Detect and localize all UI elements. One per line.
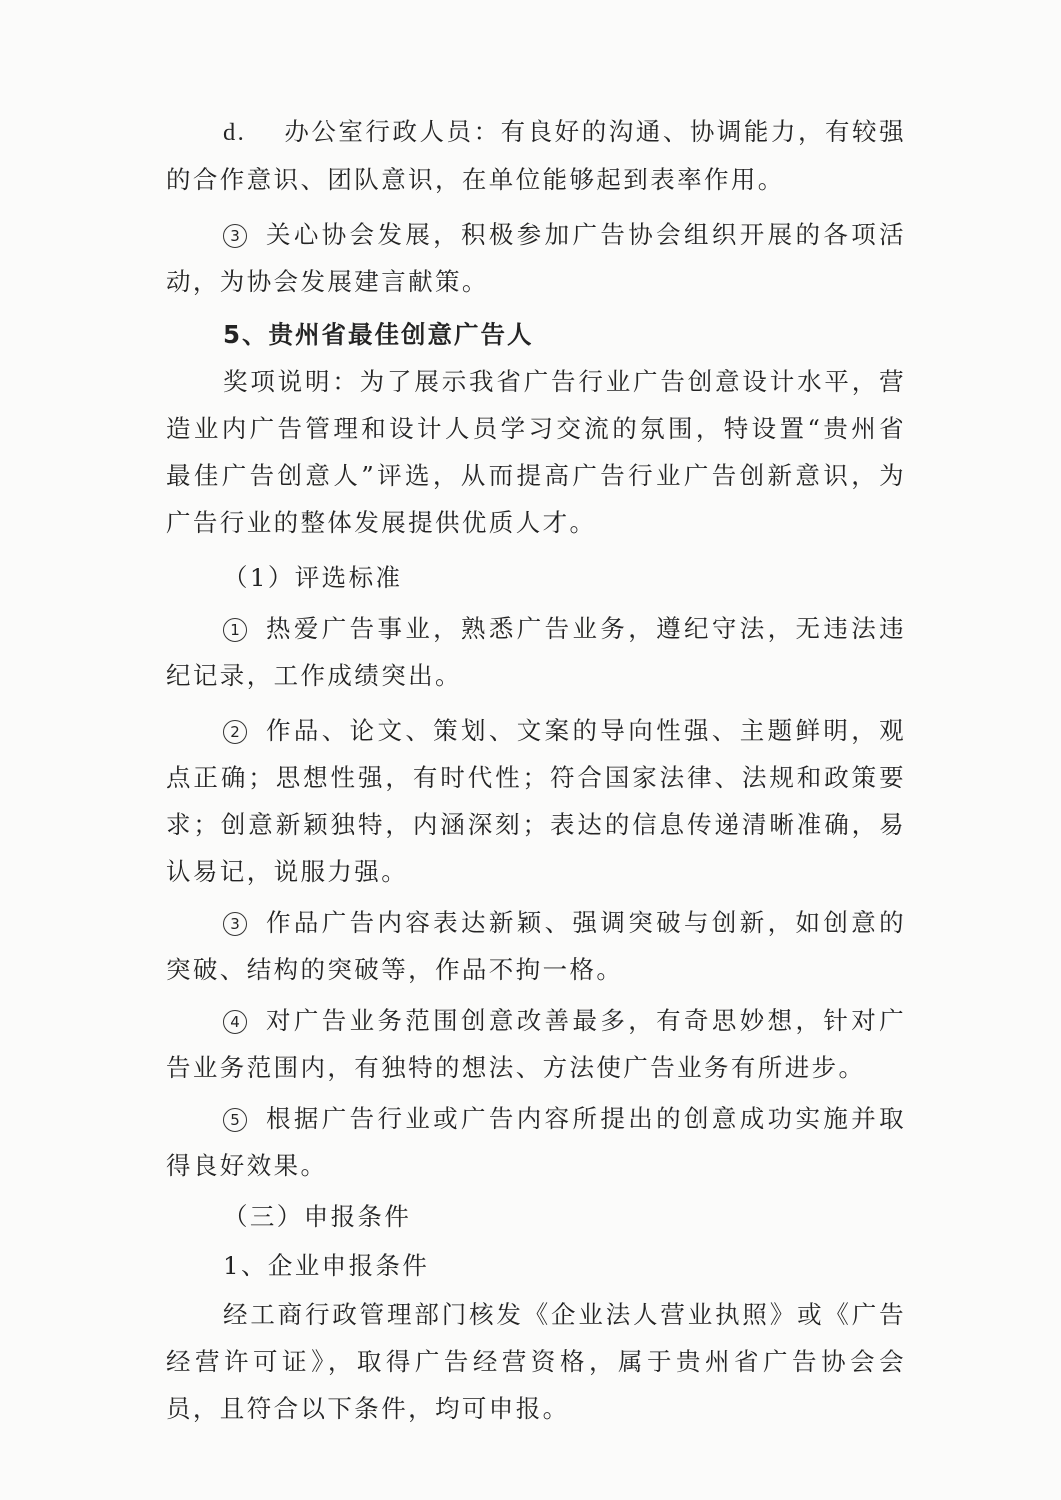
circled-number-3b: 3 [223, 912, 247, 936]
subsection-heading-1: 1、企业申报条件 [223, 1251, 430, 1280]
criterion-5-text: 根据广告行业或广告内容所提出的创意成功实施并取得良好效果。 [166, 1104, 906, 1180]
criterion-4 [166, 997, 906, 1091]
circled-number-5: 5 [223, 1108, 247, 1132]
criterion-3-text: 作品广告内容表达新颖、强调突破与创新，如创意的突破、结构的突破等，作品不拘一格。 [166, 908, 906, 984]
criterion-5 [166, 1095, 906, 1189]
section-heading-3: （三）申报条件 [223, 1202, 412, 1231]
criterion-3 [166, 899, 906, 993]
item-label-d: d. [223, 119, 247, 146]
final-paragraph: 经工商行政管理部门核发《企业法人营业执照》或《广告经营许可证》，取得广告经营资格，属于贵州省广告协会会员，且符合以下条件，均可申报。 [166, 1300, 906, 1423]
circled-number-3: 3 [223, 224, 247, 248]
paragraph-d-text: 办公室行政人员：有良好的沟通、协调能力，有较强的合作意识、团队意识，在单位能够起到表率作用。 [166, 117, 906, 194]
section-heading-5: 5、贵州省最佳创意广告人 [223, 320, 534, 349]
document-body [166, 108, 906, 1432]
circled-number-4: 4 [223, 1010, 247, 1034]
criterion-4-text: 对广告业务范围创意改善最多，有奇思妙想，针对广告业务范围内，有独特的想法、方法使广告业务有所进步。 [166, 1006, 906, 1082]
paragraph-d [166, 108, 906, 203]
circled-number-1: 1 [223, 618, 247, 642]
paragraph-item-3-text: 关心协会发展，积极参加广告协会组织开展的各项活动，为协会发展建言献策。 [166, 220, 906, 296]
criterion-1 [166, 605, 906, 699]
award-description: 奖项说明：为了展示我省广告行业广告创意设计水平，营造业内广告管理和设计人员学习交流的氛围，特设置“贵州省最佳广告创意人”评选，从而提高广告行业广告创新意识，为广告行业的整体发展提供优质人才。 [166, 367, 906, 537]
circled-number-2: 2 [223, 720, 247, 744]
criterion-2 [166, 707, 906, 895]
criterion-2-text: 作品、论文、策划、文案的导向性强、主题鲜明，观点正确；思想性强，有时代性；符合国家法律、法规和政策要求；创意新颖独特，内涵深刻；表达的信息传递清晰准确，易认易记，说服力强。 [166, 716, 906, 886]
criteria-heading: （1）评选标准 [223, 563, 403, 592]
paragraph-item-3 [166, 211, 906, 305]
criterion-1-text: 热爱广告事业，熟悉广告业务，遵纪守法，无违法违纪记录，工作成绩突出。 [166, 614, 906, 690]
